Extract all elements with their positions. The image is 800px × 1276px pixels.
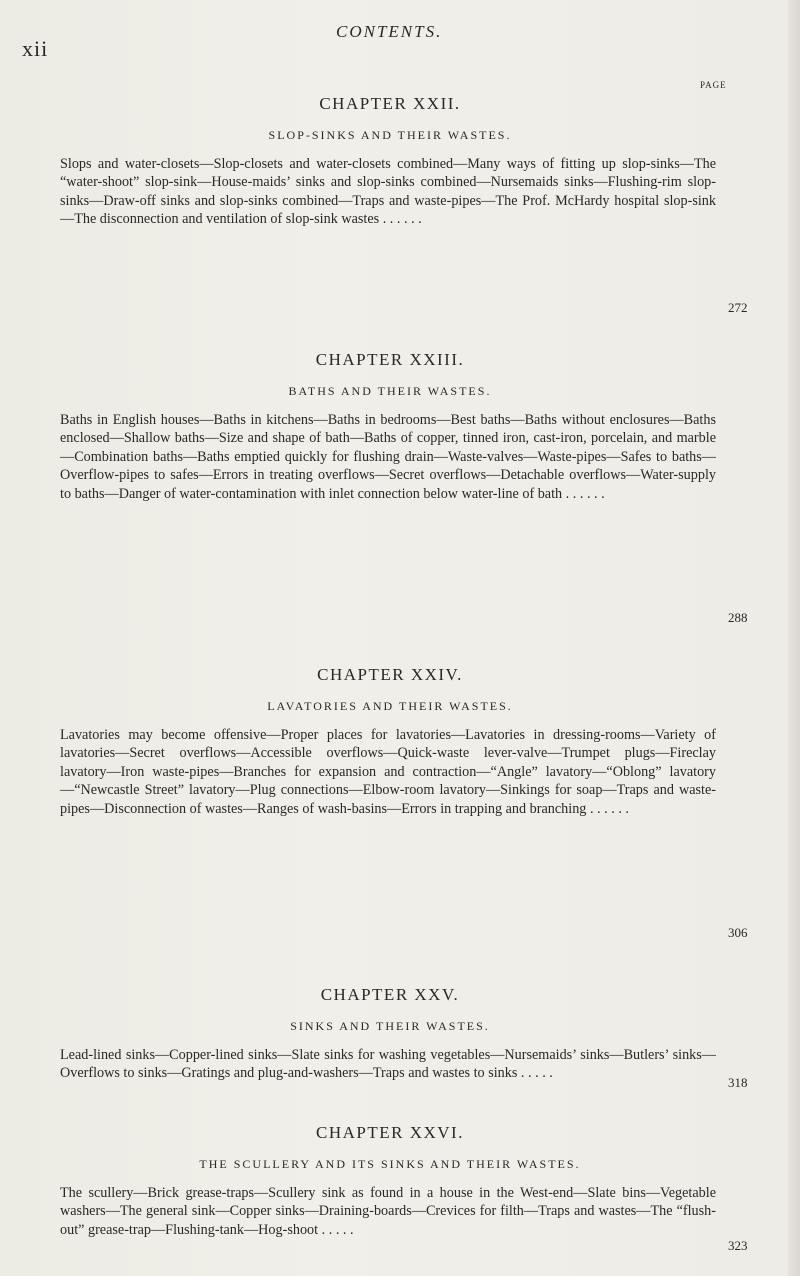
chapter-title: CHAPTER XXIII. bbox=[315, 350, 465, 369]
chapter-contents: Lead-lined sinks—Copper-lined sinks—Slate sinks for washing vegetables—Nursemaids’ sinks—Butlers’ sinks—Overflows to sinks—Gratings and plug-and-washers—Traps and wastes to sinks . . . . . bbox=[60, 1047, 716, 1082]
chapter-subtitle: SINKS AND THEIR WASTES. bbox=[290, 1019, 490, 1033]
chapter-subtitle: BATHS AND THEIR WASTES. bbox=[288, 384, 492, 398]
chapter-contents: The scullery—Brick grease-traps—Scullery sink as found in a house in the West-end—Slate bins—Vegetable washers—The general sink—Copper sinks—Draining-boards—Crevices for filth—Traps and wastes—The “flush-out” grease-trap—Flushing-tank—Hog-shoot . . . . . bbox=[60, 1185, 716, 1238]
running-head: CONTENTS. bbox=[336, 22, 443, 41]
page-column-label: PAGE bbox=[700, 80, 727, 90]
chapter-title: CHAPTER XXIV. bbox=[317, 665, 463, 684]
page-edge bbox=[788, 0, 800, 1276]
chapter-entry bbox=[60, 350, 720, 503]
chapter-entry bbox=[60, 665, 720, 818]
chapter-subtitle: SLOP-SINKS AND THEIR WASTES. bbox=[268, 128, 512, 142]
chapter-page-number: 306 bbox=[728, 925, 748, 940]
chapter-title: CHAPTER XXV. bbox=[320, 985, 460, 1004]
chapter-page-number: 272 bbox=[728, 300, 748, 315]
chapter-subtitle: THE SCULLERY AND ITS SINKS AND THEIR WASTES. bbox=[199, 1157, 581, 1171]
chapter-page-number: 318 bbox=[728, 1075, 748, 1090]
chapter-entry bbox=[60, 94, 720, 229]
chapter-title: CHAPTER XXII. bbox=[319, 94, 461, 113]
chapter-page-number: 323 bbox=[728, 1238, 748, 1253]
chapter-entry bbox=[60, 985, 720, 1083]
chapter-contents: Baths in English houses—Baths in kitchens—Baths in bedrooms—Best baths—Baths without enclosures—Baths enclosed—Shallow baths—Size and shape of bath—Baths of copper, tinned iron, cast-iron, porcelain, and marble—Combination baths—Baths emptied quickly for flushing drain—Waste-valves—Waste-pipes—Safes to baths—Overflow-pipes to safes—Errors in treating overflows—Secret overflows—Detachable overflows—Water-supply to baths—Danger of water-contamination with inlet connection below water-line of bath . . . . . . bbox=[60, 412, 716, 502]
chapter-title: CHAPTER XXVI. bbox=[316, 1123, 464, 1142]
page-folio: xii bbox=[22, 36, 49, 61]
chapter-contents: Slops and water-closets—Slop-closets and water-closets combined—Many ways of fitting up slop-sinks—The “water-shoot” slop-sink—House-maids’ sinks and slop-sinks combined—Nursemaids sinks—Flushing-rim slop-sinks—Draw-off sinks and slop-sinks combined—Traps and waste-pipes—The Prof. McHardy hospital slop-sink—The disconnection and ventilation of slop-sink wastes . . . . . . bbox=[60, 156, 716, 228]
chapter-page-number: 288 bbox=[728, 610, 748, 625]
chapter-entry bbox=[60, 1123, 720, 1239]
chapter-subtitle: LAVATORIES AND THEIR WASTES. bbox=[267, 699, 513, 713]
chapter-contents: Lavatories may become offensive—Proper places for lavatories—Lavatories in dressing-rooms—Variety of lavatories—Secret overflows—Accessible overflows—Quick-waste lever-valve—Trumpet plugs—Fireclay lavatory—Iron waste-pipes—Branches for expansion and contraction—“Angle” lavatory—“Oblong” lavatory—“Newcastle Street” lavatory—Plug connections—Elbow-room lavatory—Sinkings for soap—Traps and waste-pipes—Disconnection of wastes—Ranges of wash-basins—Errors in trapping and branching . . . . . . bbox=[60, 727, 716, 817]
